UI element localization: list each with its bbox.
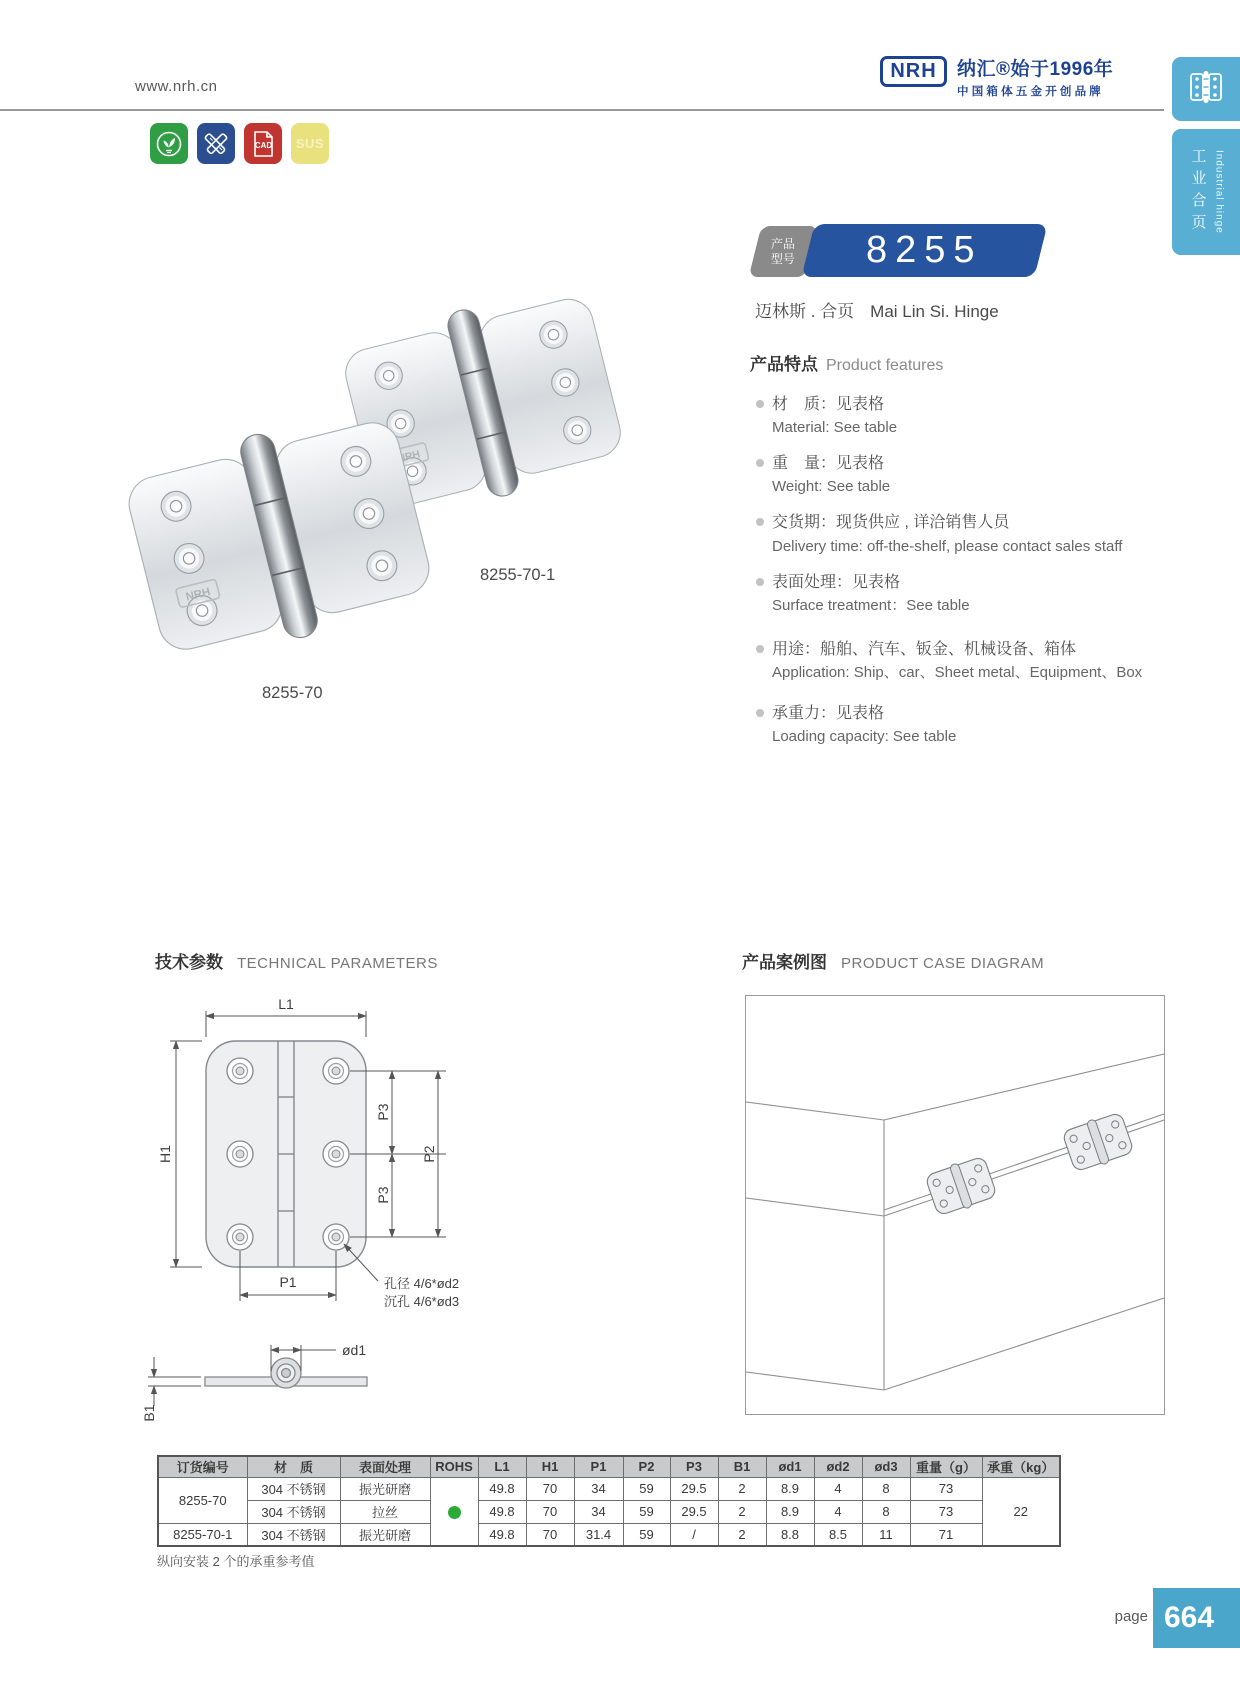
bullet-icon bbox=[756, 518, 764, 526]
product-name-cn: 迈林斯 . 合页 bbox=[755, 302, 855, 321]
cell-value: 34 bbox=[574, 1477, 623, 1500]
photo-label-8255-70-1: 8255-70-1 bbox=[480, 566, 556, 584]
case-hinge-2 bbox=[1061, 1110, 1135, 1174]
product-name bbox=[755, 297, 999, 322]
col-header: ød3 bbox=[862, 1456, 910, 1477]
feature-delivery bbox=[750, 513, 1180, 555]
dim-h1: H1 bbox=[157, 1145, 173, 1163]
cell-value: 59 bbox=[623, 1523, 670, 1546]
nrh-logo bbox=[880, 56, 947, 87]
col-header: B1 bbox=[718, 1456, 766, 1477]
col-header: 承重（kg） bbox=[982, 1456, 1060, 1477]
features-title-en: Product features bbox=[826, 357, 944, 374]
cell-model: 8255-70 bbox=[158, 1477, 247, 1523]
cell-value: 2 bbox=[718, 1523, 766, 1546]
feature-en: Weight: See table bbox=[772, 478, 891, 496]
col-header: H1 bbox=[526, 1456, 574, 1477]
cell-rohs bbox=[430, 1477, 478, 1546]
cell-material: 304 不锈钢 bbox=[247, 1500, 340, 1523]
feature-surface bbox=[750, 573, 1180, 615]
table-row bbox=[158, 1500, 1060, 1523]
cell-value: 11 bbox=[862, 1523, 910, 1546]
table-header-row bbox=[158, 1456, 1060, 1477]
sus-icon-label: SUS bbox=[295, 136, 325, 151]
brand-slogan: 纳汇®始于1996年 bbox=[957, 59, 1114, 80]
cell-value: / bbox=[670, 1523, 718, 1546]
table-row bbox=[158, 1523, 1060, 1546]
spec-table bbox=[157, 1455, 1061, 1547]
hole-note-1: 孔径 4/6*ød2 bbox=[384, 1276, 460, 1291]
sidebar-category-cn: 工业合页 bbox=[1189, 148, 1207, 236]
feature-material bbox=[750, 395, 1180, 437]
sus-icon bbox=[291, 123, 329, 164]
features-list bbox=[750, 395, 1180, 746]
cell-value: 8 bbox=[862, 1500, 910, 1523]
feature-en: Loading capacity: See table bbox=[772, 728, 957, 746]
feature-en: Surface treatment：See table bbox=[772, 596, 970, 614]
cell-value: 49.8 bbox=[478, 1523, 526, 1546]
feature-load bbox=[750, 704, 1180, 746]
cell-material: 304 不锈钢 bbox=[247, 1477, 340, 1500]
feature-cn: 承重力：见表格 bbox=[772, 704, 885, 722]
feature-cn: 交货期：现货供应 , 详洽销售人员 bbox=[772, 514, 1010, 532]
bullet-icon bbox=[756, 645, 764, 653]
case-diagram-heading bbox=[742, 948, 1044, 973]
brand-subtitle: 中国箱体五金开创品牌 bbox=[957, 86, 1104, 98]
design-tools-icon bbox=[197, 123, 235, 164]
sidebar-category-en: Industrial hinge bbox=[1213, 150, 1225, 234]
cell-value: 8.9 bbox=[766, 1500, 814, 1523]
table-footnote: 纵向安装 2 个的承重参考值 bbox=[157, 1554, 315, 1569]
bullet-icon bbox=[756, 578, 764, 586]
dim-b1: B1 bbox=[141, 1404, 157, 1422]
table-row bbox=[158, 1477, 1060, 1500]
dim-l1: L1 bbox=[278, 996, 294, 1012]
cell-value: 29.5 bbox=[670, 1500, 718, 1523]
feature-application bbox=[750, 640, 1180, 682]
col-header: 表面处理 bbox=[340, 1456, 430, 1477]
cell-value: 8.8 bbox=[766, 1523, 814, 1546]
feature-cn: 用途：船舶、汽车、钣金、机械设备、箱体 bbox=[772, 640, 1077, 658]
model-number: 8255 bbox=[866, 229, 983, 271]
feature-en: Delivery time: off-the-shelf, please contact sales staff bbox=[772, 537, 1123, 555]
tech-heading-cn: 技术参数 bbox=[155, 953, 223, 972]
feature-cn: 重 量：见表格 bbox=[772, 455, 885, 473]
case-diagram-drawing bbox=[746, 996, 1164, 1414]
bullet-icon bbox=[756, 400, 764, 408]
hole-note-2: 沉孔 4/6*ød3 bbox=[384, 1294, 460, 1309]
sidebar-tab-hinge[interactable] bbox=[1172, 57, 1240, 121]
rohs-dot-icon bbox=[448, 1506, 461, 1519]
cell-value: 49.8 bbox=[478, 1500, 526, 1523]
feature-weight bbox=[750, 454, 1180, 496]
cad-icon bbox=[244, 123, 282, 164]
cell-load-capacity: 22 bbox=[982, 1477, 1060, 1546]
cell-value: 73 bbox=[910, 1477, 982, 1500]
dim-p3a: P3 bbox=[375, 1103, 391, 1121]
tech-heading-en: TECHNICAL PARAMETERS bbox=[237, 955, 438, 972]
dim-d1: ød1 bbox=[342, 1342, 367, 1358]
header-divider bbox=[0, 109, 1164, 111]
bullet-icon bbox=[756, 459, 764, 467]
cell-value: 31.4 bbox=[574, 1523, 623, 1546]
page-number-box bbox=[1153, 1588, 1240, 1648]
col-header: P3 bbox=[670, 1456, 718, 1477]
model-banner bbox=[801, 224, 1047, 277]
col-header: L1 bbox=[478, 1456, 526, 1477]
product-name-en: Mai Lin Si. Hinge bbox=[870, 302, 999, 321]
cell-surface: 拉丝 bbox=[340, 1500, 430, 1523]
cell-surface: 振光研磨 bbox=[340, 1477, 430, 1500]
cell-value: 70 bbox=[526, 1523, 574, 1546]
bullet-icon bbox=[756, 709, 764, 717]
feature-cn: 材 质：见表格 bbox=[772, 396, 885, 413]
features-title-cn: 产品特点 bbox=[750, 355, 818, 374]
cell-value: 8 bbox=[862, 1477, 910, 1500]
col-header: 订货编号 bbox=[158, 1456, 247, 1477]
feature-en: Application: Ship、car、Sheet metal、Equipment、Box bbox=[772, 663, 1143, 681]
case-heading-cn: 产品案例图 bbox=[742, 953, 827, 972]
cell-value: 4 bbox=[814, 1477, 862, 1500]
dim-p2: P2 bbox=[421, 1145, 437, 1163]
feature-cn: 表面处理：见表格 bbox=[772, 573, 901, 591]
cell-surface: 振光研磨 bbox=[340, 1523, 430, 1546]
photo-label-8255-70: 8255-70 bbox=[262, 684, 323, 702]
nrh-logo-text: NRH bbox=[890, 60, 937, 82]
cad-icon-label: CAD bbox=[254, 140, 273, 150]
cell-value: 34 bbox=[574, 1500, 623, 1523]
cell-value: 70 bbox=[526, 1477, 574, 1500]
hinge-icon bbox=[1186, 67, 1226, 112]
page-label: page bbox=[1114, 1608, 1148, 1625]
website-link[interactable]: www.nrh.cn bbox=[135, 78, 218, 95]
model-tag-line2: 型号 bbox=[771, 251, 796, 266]
dim-p3b: P3 bbox=[375, 1186, 391, 1204]
certification-badges bbox=[150, 123, 329, 164]
cell-value: 2 bbox=[718, 1500, 766, 1523]
cell-value: 70 bbox=[526, 1500, 574, 1523]
case-diagram-box bbox=[745, 995, 1165, 1415]
cell-value: 59 bbox=[623, 1500, 670, 1523]
cell-value: 8.9 bbox=[766, 1477, 814, 1500]
cell-material: 304 不锈钢 bbox=[247, 1523, 340, 1546]
col-header: ød1 bbox=[766, 1456, 814, 1477]
cell-value: 29.5 bbox=[670, 1477, 718, 1500]
brand-block bbox=[957, 54, 1113, 99]
cell-value: 4 bbox=[814, 1500, 862, 1523]
product-features bbox=[750, 350, 1180, 763]
model-tag-line1: 产品 bbox=[771, 236, 796, 251]
col-header: 材 质 bbox=[247, 1456, 340, 1477]
technical-parameters-heading bbox=[155, 948, 438, 973]
cell-model: 8255-70-1 bbox=[158, 1523, 247, 1546]
cell-value: 73 bbox=[910, 1500, 982, 1523]
col-header: P2 bbox=[623, 1456, 670, 1477]
features-title bbox=[750, 350, 1180, 375]
col-header: 重量（g） bbox=[910, 1456, 982, 1477]
col-header: ROHS bbox=[430, 1456, 478, 1477]
cell-value: 8.5 bbox=[814, 1523, 862, 1546]
cell-value: 49.8 bbox=[478, 1477, 526, 1500]
case-heading-en: PRODUCT CASE DIAGRAM bbox=[841, 955, 1045, 972]
sidebar-tab-category[interactable] bbox=[1172, 129, 1240, 255]
feature-en: Material: See table bbox=[772, 419, 898, 437]
case-hinge-1 bbox=[924, 1154, 998, 1218]
dim-p1: P1 bbox=[279, 1274, 297, 1290]
technical-drawing bbox=[140, 985, 500, 1440]
cell-value: 2 bbox=[718, 1477, 766, 1500]
cell-value: 59 bbox=[623, 1477, 670, 1500]
product-photo-8255-70 bbox=[113, 393, 445, 680]
col-header: P1 bbox=[574, 1456, 623, 1477]
cell-value: 71 bbox=[910, 1523, 982, 1546]
col-header: ød2 bbox=[814, 1456, 862, 1477]
eco-icon bbox=[150, 123, 188, 164]
page-number: 664 bbox=[1164, 1601, 1215, 1634]
